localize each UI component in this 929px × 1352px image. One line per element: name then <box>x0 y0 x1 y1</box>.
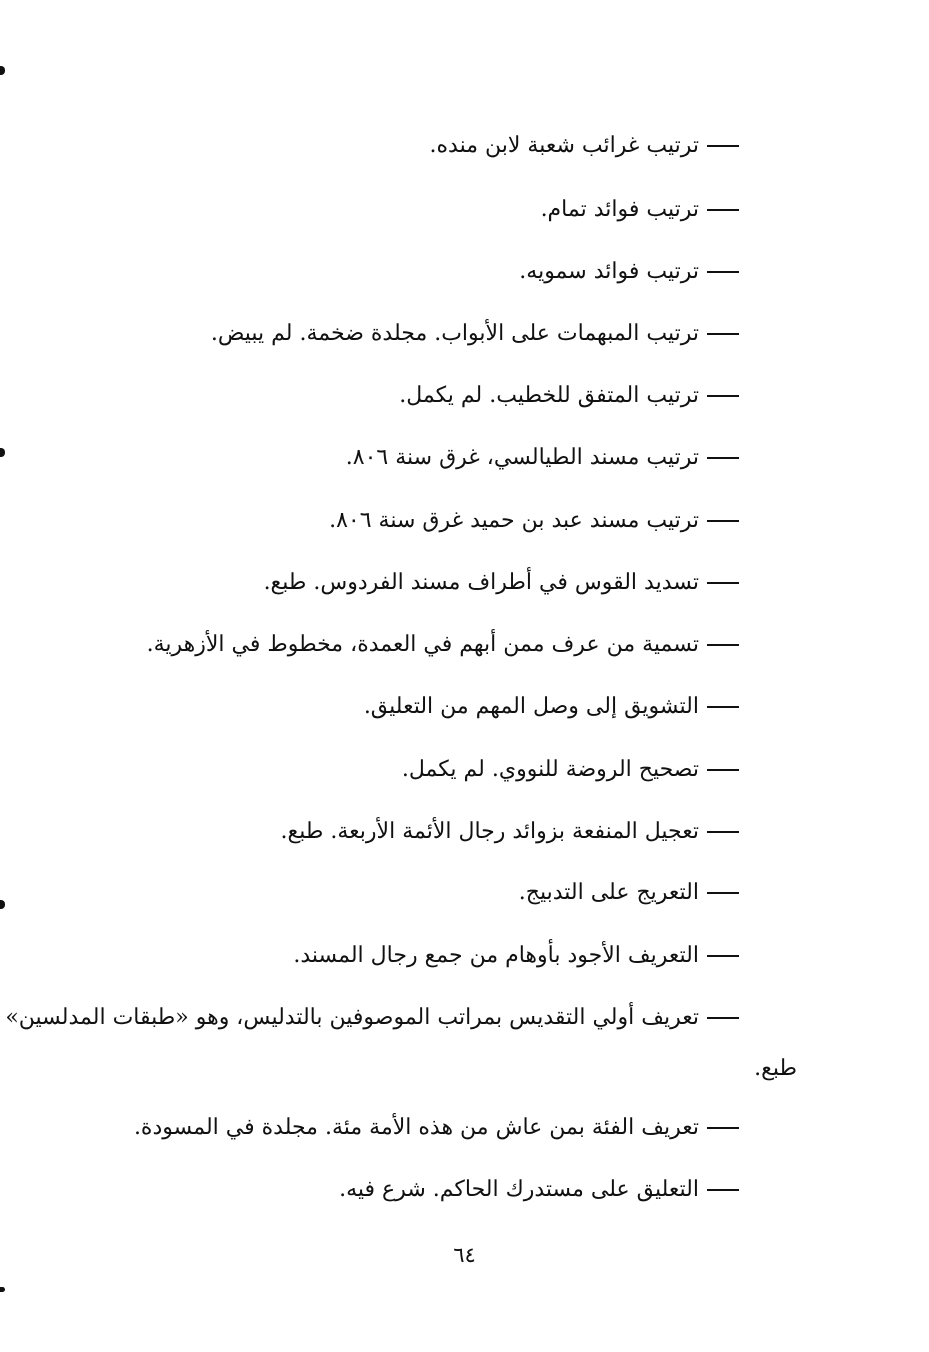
list-item-text: ترتيب مسند عبد بن حميد غرق سنة ٨٠٦. <box>329 508 699 533</box>
dash-icon <box>707 145 739 147</box>
list-item-text: التشويق إلى وصل المهم من التعليق. <box>363 694 699 719</box>
list-item-text: التعليق على مستدرك الحاكم. شرع فيه. <box>339 1177 699 1202</box>
list-item-text: تسمية من عرف ممن أبهم في العمدة، مخطوط في الأزهرية. <box>146 632 699 657</box>
list-item-text: تعجيل المنفعة بزوائد رجال الأئمة الأربعة. طبع. <box>280 819 699 844</box>
dash-icon <box>707 209 739 211</box>
dash-icon <box>707 395 739 397</box>
dash-icon <box>707 271 739 273</box>
list-item-continuation: طبع. <box>754 1056 797 1081</box>
list-item-text: تعريف أولي التقديس بمراتب الموصوفين بالتدليس، وهو «طبقات المدلسين» <box>5 1005 699 1030</box>
list-item <box>430 130 739 162</box>
list-item <box>5 1002 739 1034</box>
list-item <box>346 442 739 474</box>
list-item-text: تعريف الفئة بمن عاش من هذه الأمة مئة. مجلدة في المسودة. <box>133 1115 699 1140</box>
dash-icon <box>707 706 739 708</box>
dash-icon <box>707 892 739 894</box>
scan-mark <box>0 1287 5 1292</box>
list-item-text: ترتيب المتفق للخطيب. لم يكمل. <box>399 383 699 408</box>
list-item-text: ترتيب مسند الطيالسي، غرق سنة ٨٠٦. <box>345 445 699 470</box>
dash-icon <box>707 1127 739 1129</box>
list-item <box>519 256 739 288</box>
list-item <box>402 754 739 786</box>
dash-icon <box>707 955 739 957</box>
list-item <box>541 194 739 226</box>
list-item <box>329 505 739 537</box>
list-item <box>339 1174 739 1206</box>
scan-mark <box>0 66 5 75</box>
list-item-text: تسديد القوس في أطراف مسند الفردوس. طبع. <box>263 570 699 595</box>
list-item <box>281 816 739 848</box>
list-item <box>399 380 739 412</box>
list-item <box>147 629 739 661</box>
list-item <box>134 1112 739 1144</box>
list-item-text: ترتيب غرائب شعبة لابن منده. <box>429 133 699 158</box>
list-item-text: ترتيب فوائد تمام. <box>540 197 699 222</box>
dash-icon <box>707 644 739 646</box>
list-item-text: تصحيح الروضة للنووي. لم يكمل. <box>401 757 699 782</box>
dash-icon <box>707 457 739 459</box>
dash-icon <box>707 582 739 584</box>
page-number: ٦٤ <box>453 1243 476 1267</box>
dash-icon <box>707 769 739 771</box>
scan-mark <box>0 448 5 457</box>
list-item <box>364 691 739 723</box>
list-item-text: التعريج على التدبيج. <box>518 880 699 905</box>
list-item <box>293 940 739 972</box>
dash-icon <box>707 1189 739 1191</box>
list-item-text: ترتيب فوائد سمويه. <box>519 259 699 284</box>
list-item <box>211 318 739 350</box>
list-item-text: ترتيب المبهمات على الأبواب. مجلدة ضخمة. لم يبيض. <box>210 321 699 346</box>
dash-icon <box>707 1017 739 1019</box>
scan-mark <box>0 900 5 909</box>
list-item-text: التعريف الأجود بأوهام من جمع رجال المسند. <box>293 943 699 968</box>
list-item <box>519 877 739 909</box>
dash-icon <box>707 520 739 522</box>
dash-icon <box>707 831 739 833</box>
list-item <box>264 567 739 599</box>
dash-icon <box>707 333 739 335</box>
